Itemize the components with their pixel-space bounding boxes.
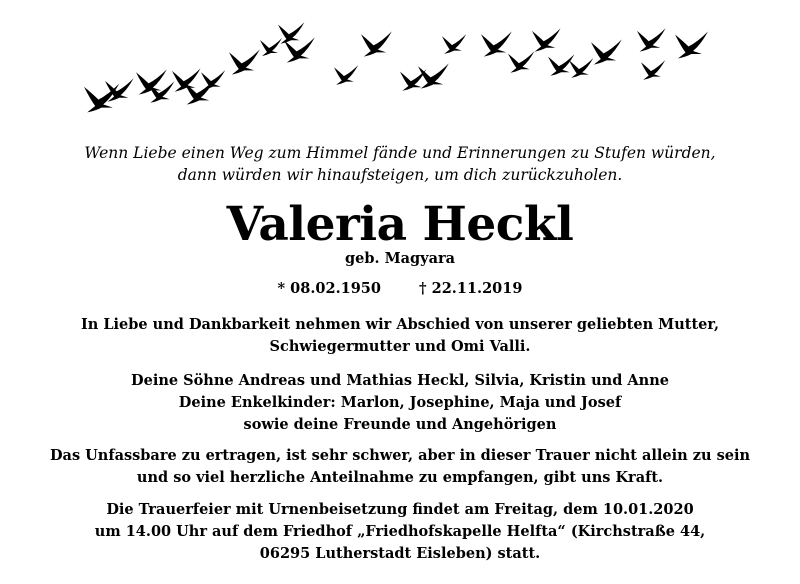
deceased-name: Valeria Heckl	[226, 197, 574, 252]
service-details	[0, 499, 800, 565]
mourners-line: sowie deine Freunde und Angehörigen	[243, 416, 557, 433]
quote-line-1: Wenn Liebe einen Weg zum Himmel fände und Erinnerungen zu Stufen würden,	[84, 144, 716, 162]
flying-birds-icon	[0, 0, 800, 130]
service-line: um 14.00 Uhr auf dem Friedhof „Friedhofskapelle Helfta“ (Kirchstraße 44,	[94, 523, 706, 540]
service-line: 06295 Lutherstadt Eisleben) statt.	[259, 545, 541, 562]
thanks-line: Das Unfassbare zu ertragen, ist sehr schwer, aber in dieser Trauer nicht allein zu sein	[49, 447, 751, 464]
bird-flock	[84, 22, 708, 112]
service-line: Die Trauerfeier mit Urnenbeisetzung findet am Freitag, dem 10.01.2020	[106, 501, 694, 518]
mourners-list	[0, 370, 800, 436]
thanks-line: und so viel herzliche Anteilnahme zu empfangen, gibt uns Kraft.	[136, 469, 664, 486]
farewell-line: Schwiegermutter und Omi Valli.	[269, 338, 531, 355]
maiden-name: geb. Magyara	[344, 250, 456, 267]
farewell-line: In Liebe und Dankbarkeit nehmen wir Abschied von unserer geliebten Mutter,	[80, 316, 720, 333]
death-date: † 22.11.2019	[419, 280, 523, 297]
birth-date: * 08.02.1950	[277, 280, 381, 297]
quote-line-2: dann würden wir hinaufsteigen, um dich zurückzuholen.	[177, 166, 623, 184]
mourners-line: Deine Söhne Andreas und Mathias Heckl, Silvia, Kristin und Anne	[131, 372, 669, 389]
memorial-quote	[0, 142, 800, 186]
mourners-line: Deine Enkelkinder: Marlon, Josephine, Maja und Josef	[178, 394, 622, 411]
thanks-text	[0, 445, 800, 489]
life-dates	[0, 278, 800, 300]
farewell-text	[0, 314, 800, 358]
